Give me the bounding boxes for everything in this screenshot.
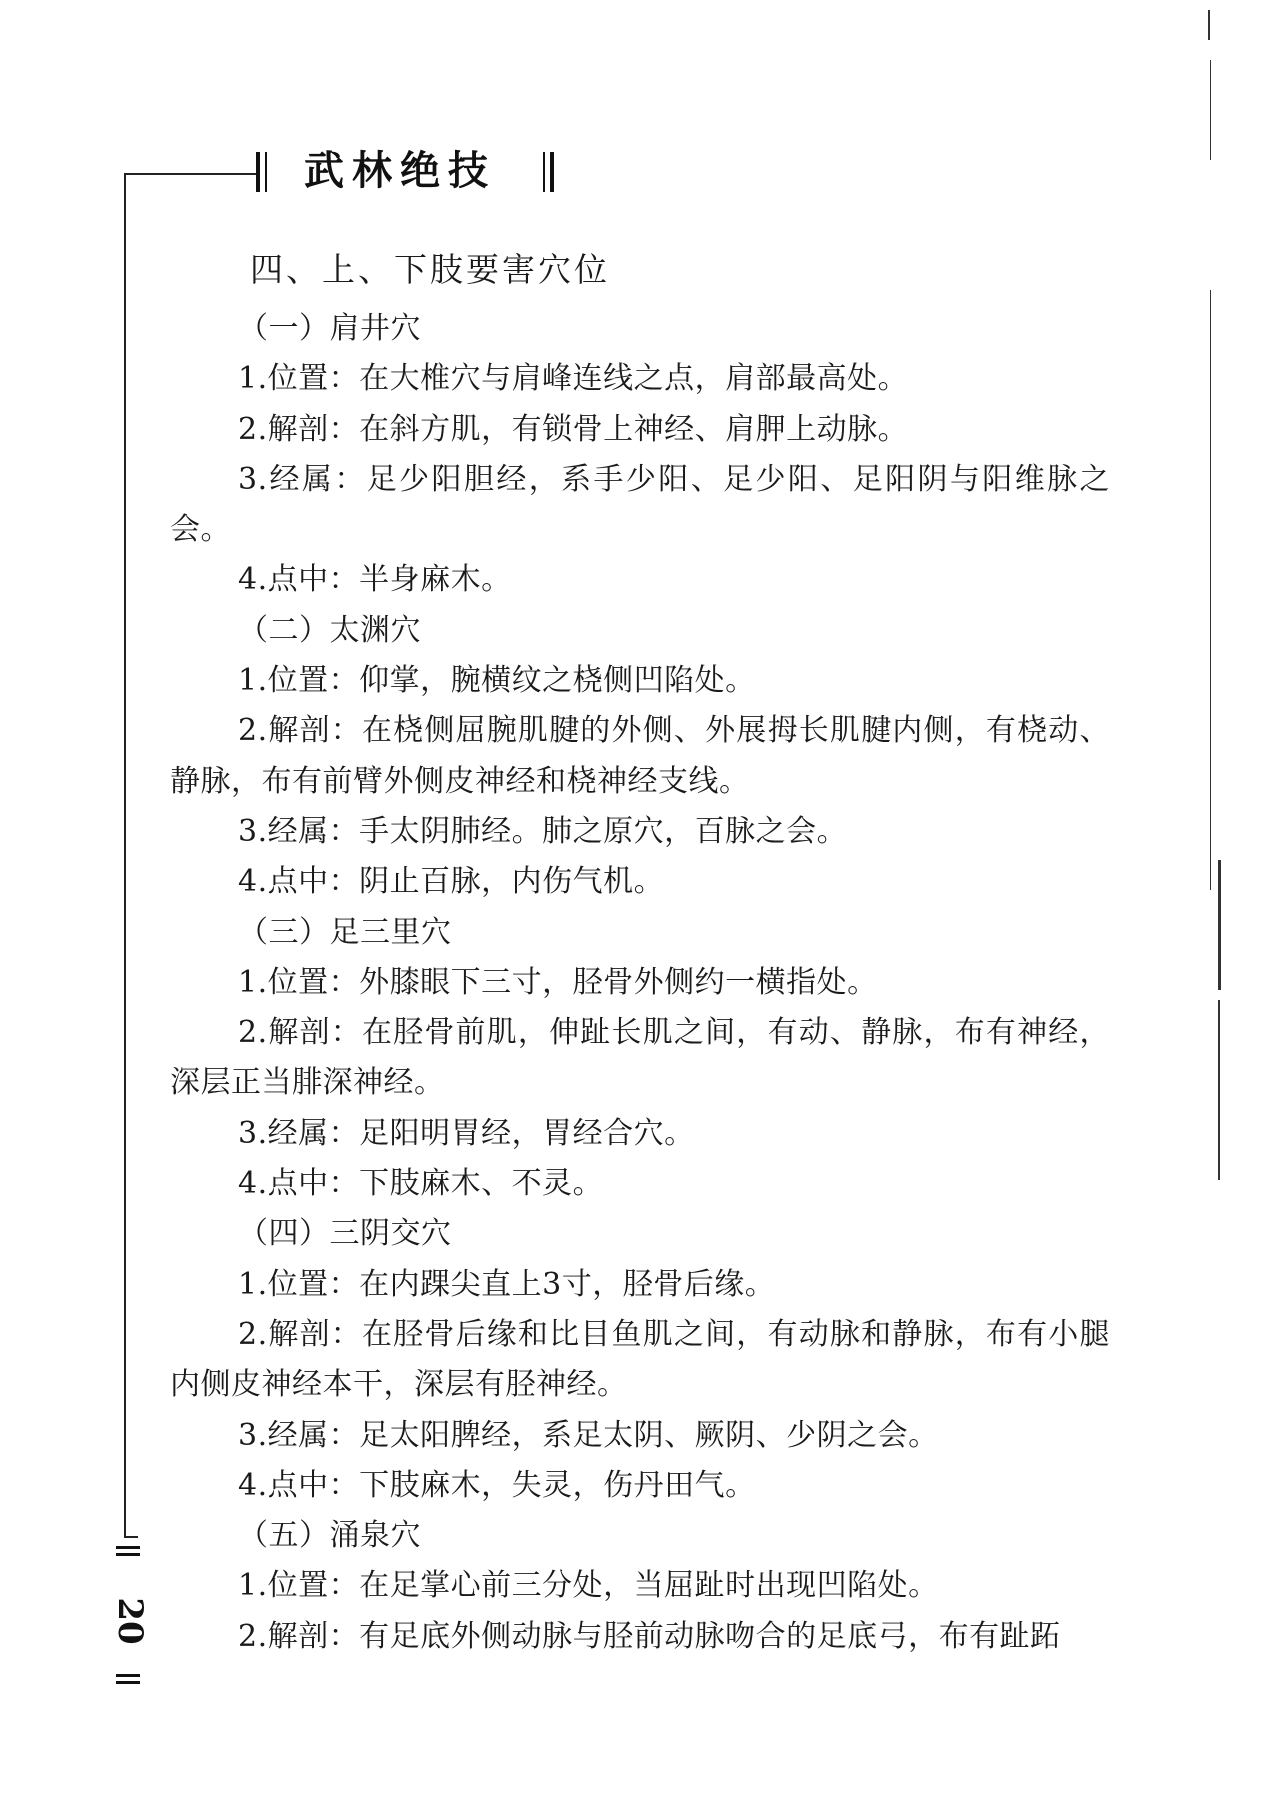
paragraph: 3.经属：足少阳胆经，系手少阳、足少阳、足阳阴与阳维脉之会。 (170, 461, 1110, 548)
paragraph: （三）足三里穴 (238, 914, 452, 950)
scan-edge-line (1208, 10, 1210, 40)
scan-edge-line (1218, 1000, 1220, 1180)
paragraph: 2.解剖：在斜方肌，有锁骨上神经、肩胛上动脉。 (238, 411, 909, 447)
scan-edge-line (1210, 290, 1211, 890)
paragraph: 1.位置：在内踝尖直上3寸，胫骨后缘。 (238, 1266, 776, 1302)
paragraph-list (170, 304, 1110, 1662)
header-bars-right (543, 152, 554, 192)
scan-edge-line (1210, 60, 1211, 160)
paragraph: 4.点中：阴止百脉，内伤气机。 (238, 864, 665, 900)
margin-frame-stub (124, 1536, 138, 1538)
page-number-bars-bottom (116, 1674, 140, 1684)
running-header-title: 武林绝技 (304, 148, 496, 194)
paragraph: 4.点中：下肢麻木，失灵，伤丹田气。 (238, 1467, 756, 1503)
paragraph: （五）涌泉穴 (238, 1518, 421, 1554)
paragraph: 4.点中：下肢麻木、不灵。 (238, 1166, 604, 1202)
paragraph: 1.位置：仰掌，腕横纹之桡侧凹陷处。 (238, 663, 756, 699)
paragraph: （四）三阴交穴 (238, 1216, 452, 1252)
margin-frame-line (124, 173, 126, 1538)
paragraph: 1.位置：外膝眼下三寸，胫骨外侧约一横指处。 (238, 964, 878, 1000)
paragraph: 2.解剖：在胫骨前肌，伸趾长肌之间，有动、静脉，布有神经，深层正当腓深神经。 (170, 1015, 1110, 1101)
header-frame-line (124, 173, 256, 175)
page-content (170, 246, 1110, 1662)
paragraph: 1.位置：在足掌心前三分处，当屈趾时出现凹陷处。 (238, 1568, 939, 1604)
paragraph: 2.解剖：在桡侧屈腕肌腱的外侧、外展拇长肌腱内侧，有桡动、静脉，布有前臂外侧皮神经和桡神经支线。 (170, 713, 1110, 799)
paragraph: 2.解剖：有足底外侧动脉与胫前动脉吻合的足底弓，布有趾跖 (238, 1618, 1061, 1654)
page-number-bars-top (116, 1546, 140, 1556)
header-bars-left (256, 152, 267, 192)
paragraph: 3.经属：足太阳脾经，系足太阴、厥阴、少阴之会。 (238, 1417, 939, 1453)
paragraph: （一）肩井穴 (238, 311, 421, 346)
paragraph: 4.点中：半身麻木。 (238, 562, 512, 598)
paragraph: 1.位置：在大椎穴与肩峰连线之点，肩部最高处。 (238, 361, 909, 397)
paragraph: 3.经属：手太阴肺经。肺之原穴，百脉之会。 (238, 813, 848, 849)
paragraph: 2.解剖：在胫骨后缘和比目鱼肌之间，有动脉和静脉，布有小腿内侧皮神经本干，深层有胫神经。 (170, 1316, 1110, 1403)
paragraph: （二）太渊穴 (238, 612, 421, 648)
scan-edge-line (1218, 860, 1221, 990)
page-number: 20 (110, 1597, 150, 1645)
section-title: 四、上、下肢要害穴位 (250, 250, 610, 289)
paragraph: 3.经属：足阳明胃经，胃经合穴。 (238, 1115, 695, 1151)
